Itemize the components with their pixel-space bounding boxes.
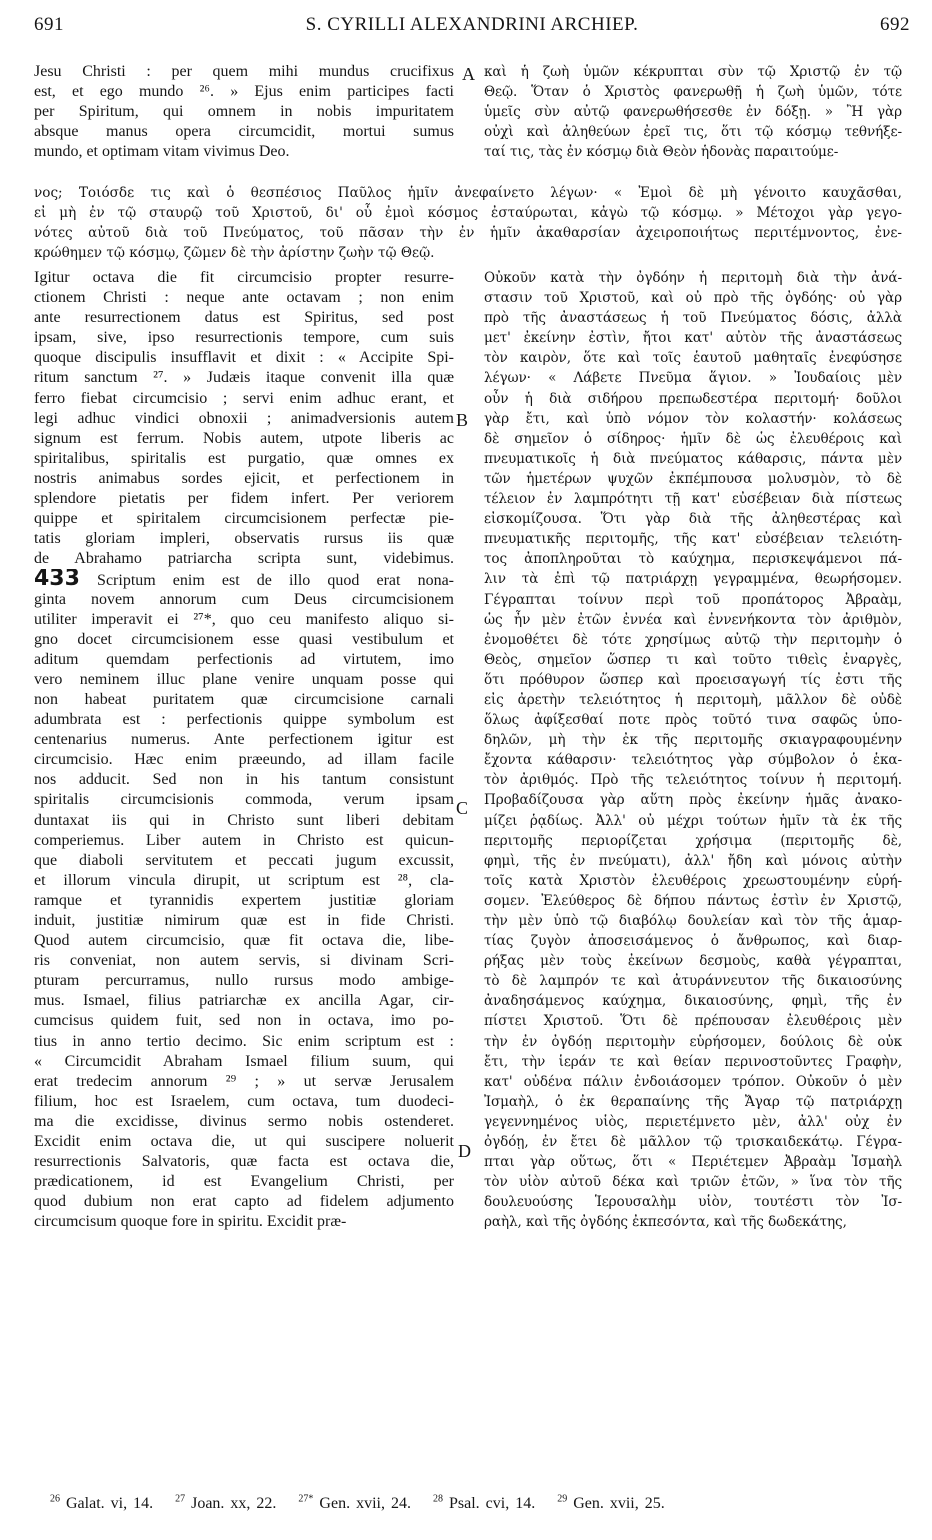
latin-main-line: vero neminem illuc plane venire unquam posse qui	[34, 670, 454, 688]
latin-main-line: pturam percurramus, nullo rursus modo ambige-	[34, 972, 454, 990]
greek-main-line: τὴν ἐν ὀγδόῃ περιτομὴν εὑρήσομεν, δούλοις δὲ οὐκ	[484, 1033, 902, 1050]
latin-main-line: circumcisum quoque fore in spiritu. Excidit præ-	[34, 1213, 347, 1231]
latin-main-line: comperiemus. Liber autem in Christo est quicun-	[34, 831, 454, 849]
latin-main-line: ferro fiebat circumcisio ; servi enim adhuc erant, et	[34, 389, 454, 407]
greek-main-line: ὡς ἦν μὲν ἐτῶν ἐννέα καὶ ἐννενήκοντα τὸν ἀριθμὸν,	[484, 611, 902, 628]
latin-main-line: non habeat puritatem quæ circumcisione carnali	[34, 690, 454, 708]
greek-full-line: νος; Τοιόσδε τις καὶ ὁ θεσπέσιος Παῦλος ἡμῖν ἀνεφαίνετο λέγων· « Ἐμοὶ δὲ μὴ γένοιτο καυχᾶσθαι,	[34, 185, 902, 201]
latin-main-line: quoque discipulis insufflavit et dixit : « Accipite Spi-	[34, 349, 454, 367]
greek-main-line: Θεὸς, σημεῖον ὥσπερ τι καὶ τοῦτο τιθεὶς ἐναργὲς,	[484, 651, 902, 668]
latin-main-line: resurrectionis Salvatoris, quæ facta est octava die,	[34, 1153, 454, 1171]
greek-main-line: λιν τὰ ἐπὶ τῷ πατριάρχῃ γεγραμμένα, θεωρήσομεν.	[484, 571, 902, 588]
latin-main-line: tius in anno tertio decimo. Sic enim scriptum est :	[34, 1032, 454, 1050]
latin-main-line: nos adducit. Sed non in his tantum consistunt	[34, 771, 454, 789]
latin-main-line: induit, justitiæ nimirum quæ est in fide Christi.	[34, 912, 454, 929]
footnote-text: Gen. xvii, 25.	[573, 1495, 665, 1513]
greek-full-line: νότες αὐτοῦ διὰ τοῦ Πνεύματος, τοῦ πᾶσαν τὴν ἐν ἡμῖν ἀκαθαρσίαν ἀχειροποιήτως περιτέμνοντος, ἐνε-	[34, 225, 902, 242]
latin-top-line: Jesu Christi : per quem mihi mundus crucifixus	[34, 63, 454, 80]
greek-main-line: Γέγραπται τοίνυν περὶ τοῦ προπάτορος Ἀβραὰμ,	[484, 591, 902, 608]
footnote	[50, 1495, 153, 1512]
greek-main-line: πίστει Χριστοῦ. Ὅτι δὲ πρέπουσαν ἐλευθέροις μὲν	[484, 1013, 902, 1030]
greek-full-width-passage	[34, 183, 902, 263]
greek-main-line: εἰσκομίζουσα. Ὅτι γὰρ διὰ τῆς ἀληθεστέρας καὶ	[484, 511, 902, 528]
greek-main-line: πται γὰρ οὕτως, ὅτι « Περιέτεμεν Ἀβραὰμ Ἰσμαὴλ	[484, 1154, 902, 1171]
latin-top-line: mundo, et optimam vitam vivimus Deo.	[34, 143, 290, 161]
footnote	[175, 1495, 276, 1512]
latin-main-line: Excidit enim octava die, ut qui suscipere noluerit	[34, 1133, 454, 1151]
latin-main-line: centenarius numerus. Ante perfectionem igitur est	[34, 731, 454, 749]
greek-top-column	[484, 62, 902, 162]
greek-main-line: φημὶ, τῆς ἐν πνεύματι), ἀλλ' ἤδη καὶ μόνοις αὐτὴν	[484, 852, 902, 869]
greek-main-line: Προβαδίζουσα γὰρ αὕτη πρὸς ἐκείνην ἡμᾶς ἀνακο-	[484, 792, 902, 809]
greek-main-line: δουλευούσης Ἱερουσαλὴμ υἱὸν, τουτέστι τὸν Ἰσ-	[484, 1194, 902, 1211]
latin-main-line: splendore pietatis per fidem infert. Per veriorem	[34, 490, 454, 508]
latin-main-line: quippe et spiritalem circumcisionem perfectæ pie-	[34, 510, 454, 528]
footnote-text: Joan. xx, 22.	[191, 1495, 277, 1513]
greek-main-line: πρὸ τῆς ἀναστάσεως ἡ τοῦ Πνεύματος δόσις, ἀλλὰ	[484, 310, 902, 327]
latin-main-line-text: Scriptum enim est de illo quod erat nona-	[97, 572, 454, 590]
latin-main-line: adumbrata est : perfectionis quippe symbolum est	[34, 711, 454, 729]
greek-main-line: τῶν ἡμετέρων ψυχῶν ἐκπέμπουσα μολυσμὸν, τὸ δὲ	[484, 470, 902, 487]
latin-main-line: ante resurrectionem datus est Spiritus, sed post	[34, 309, 454, 327]
greek-top-line: καὶ ἡ ζωὴ ὑμῶν κέκρυπται σὺν τῷ Χριστῷ ἐν τῷ	[484, 64, 902, 80]
greek-top-line: οὐχὶ καὶ ἀληθεύων ἐρεῖ τις, ὅτι τῷ κόσμῳ τεθνήξε-	[484, 124, 902, 141]
greek-top-line: Θεῷ. Ὅταν ὁ Χριστὸς φανερωθῇ ἡ ζωὴ ὑμῶν, τότε	[484, 84, 902, 101]
greek-main-line: κατ' οὐδένα πάλιν ἐνδοιάσομεν τρόπον. Οὐκοῦν ὁ μὲν	[484, 1073, 902, 1090]
footnote-number: 29	[557, 1494, 568, 1505]
greek-main-line: περιτομῆς περιορίζεται χρήσιμα (περιτομῆς δὲ,	[484, 832, 902, 849]
latin-main-line: duntaxat iis qui in Christo sunt liberi debitam	[34, 811, 454, 829]
greek-top-line: ταί τις, τὰς ἐν κόσμῳ διὰ Θεὸν ἡδονὰς παραιτούμε-	[484, 144, 839, 161]
greek-main-line: δηλῶν, μὴ τὴν ἐκ τῆς περιτομῆς σκιαγραφουμένην	[484, 732, 902, 749]
latin-main-line: que diaboli servitutem et peccati jugum excussit,	[34, 851, 454, 869]
latin-main-line: circumcisio. Hæc enim præeundo, ad illam facile	[34, 751, 454, 769]
footnote	[557, 1495, 665, 1512]
greek-main-line: σομεν. Ἐλεύθερος δὲ δήπου πάντως ἐστὶν ἐν Χριστῷ,	[484, 892, 902, 909]
right-page-number: 692	[880, 14, 910, 35]
footnote-number: 28	[432, 1494, 443, 1505]
latin-top-line: absque manus opera circumcidit, mortui sumus	[34, 123, 454, 141]
greek-main-line: οὖν ἡ διὰ σιδήρου πρεπωδεστέρα περιτομή· δοῦλοι	[484, 390, 902, 407]
greek-main-line: ὅτι πρόθυρον ὥσπερ καὶ προεισαγωγή τίς ἐστι τῆς	[484, 671, 902, 688]
greek-main-line: στασιν τοῦ Χριστοῦ, καὶ οὐ πρὸ τῆς ὀγδόης· οὐ γὰρ	[484, 290, 902, 307]
footnote-text: Gen. xvii, 24.	[319, 1495, 411, 1513]
latin-main-line: signum est ferrum. Nobis autem, utpote liberis ac	[34, 429, 454, 447]
greek-main-column	[484, 268, 902, 1233]
greek-main-line: εἰς ἀρετὴν τελειότητος ἡ περιτομὴ, μᾶλλον δὲ οὐδὲ	[484, 691, 902, 708]
greek-main-line: τίας ζυγὸν ἀποσεισάμενος ὁ ἄνθρωπος, καὶ διαρ-	[484, 933, 902, 950]
greek-main-line: ἔχοντα κάθαρσιν· τελειότητος γὰρ σύμβολον ὁ ἑκα-	[484, 752, 902, 769]
greek-main-line: ρήξας μὲν τοὺς ἐκείνων δεσμοὺς, καθὰ γέγραπται,	[484, 953, 902, 970]
greek-main-line: Ἰσμαὴλ, ὁ ἐκ θεραπαίνης τῆς Ἄγαρ τῷ πατριάρχῃ	[484, 1093, 902, 1110]
latin-top-column	[34, 62, 454, 162]
latin-main-line: et illorum vincula dirupit, ut scriptum est ²⁸, cla-	[34, 871, 454, 889]
marker-b: B	[456, 410, 469, 430]
latin-main-line: ris conveniat, non autem servis, si divinam Scri-	[34, 952, 454, 970]
latin-main-line: legi adhuc vindici obnoxii ; animadversionis autem	[34, 409, 454, 427]
footnote-number: 27	[175, 1494, 186, 1505]
latin-main-line: ma die excidisse, divinus sermo nobis ostenderet.	[34, 1112, 454, 1130]
footnote	[298, 1495, 411, 1512]
latin-main-line: de Abrahamo patriarcha scripta sunt, videbimus.	[34, 550, 454, 568]
latin-main-line: utiliter imperavit ei ²⁷*, quo ceu manifesto aliquo si-	[34, 610, 454, 628]
latin-main-line: ginta novem annorum cum Deus circumcisionem	[34, 590, 454, 608]
footnote-text: Psal. cvi, 14.	[448, 1495, 536, 1513]
greek-main-line: μετ' ἐκείνην ἐστὶν, ἤτοι κατ' αὐτὸν τῆς ἀναστάσεως	[484, 330, 902, 347]
greek-main-line: Οὐκοῦν κατὰ τὴν ὀγδόην ἡ περιτομὴ διὰ τὴν ἀνά-	[484, 270, 902, 286]
marker-c: C	[456, 798, 469, 818]
latin-main-column	[34, 268, 454, 1233]
running-title: S. CYRILLI ALEXANDRINI ARCHIEP.	[305, 14, 639, 35]
greek-top-line: ὑμεῖς σὺν αὐτῷ φανερωθήσεσθε ἐν δόξῃ. » Ἢ γὰρ	[484, 104, 902, 121]
greek-main-line: ἐνομοθέτει δὲ τότε χρησίμως αὐτῷ τὴν περιτομὴν ὁ	[484, 631, 902, 648]
latin-main-line: spiritalis circumcisionis commoda, verum ipsam	[34, 791, 454, 809]
page-header	[34, 6, 910, 36]
latin-main-line: ritum sanctum ²⁷. » Judæis itaque convenit illa quæ	[34, 369, 454, 387]
greek-main-line: τοῖς κατὰ Χριστὸν ἐλευθέροις χρεωστουμένην εὑρή-	[484, 872, 902, 889]
latin-main-line: ctionem Christi : neque ante octavam ; non enim	[34, 289, 454, 307]
latin-main-line: mus. Ismael, filius patriarchæ ex ancilla Agar, cir-	[34, 992, 454, 1010]
greek-main-line: τος ἀποπληροῦται τὸ καύχημα, περισκεψάμενοι πά-	[484, 551, 902, 568]
latin-main-line: erat tredecim annorum ²⁹ ; » ut servæ Jerusalem	[34, 1072, 454, 1090]
latin-main-line: Quod autem circumcisio, quæ fit octava die, libe-	[34, 932, 454, 950]
column-number: 433	[34, 569, 80, 590]
footnotes	[50, 1494, 904, 1513]
greek-main-line: τὸ δὲ λαμπρόν τε καὶ ἀτυράννευτον τῆς δικαιοσύνης	[484, 973, 902, 990]
greek-main-line: γεγεννημένος υἱὸς, περιετέμνετο μὲν, ἀλλ' οὐχ ἐν	[484, 1113, 902, 1130]
greek-main-line: πνευματικοῖς ἡ διὰ πνεύματος κάθαρσις, πάντα μὲν	[484, 450, 902, 467]
greek-main-line: λέγων· « Λάβετε Πνεῦμα ἅγιον. » Ἰουδαίοις μὲν	[484, 370, 902, 387]
latin-main-line: gno docet circumcisionem esse quasi vestibulum et	[34, 630, 454, 648]
latin-main-line: ramque et tyrannidis expertem justitiæ gloriam	[34, 891, 454, 909]
latin-main-line: cumcisus quidem fuit, sed non in octava, imo po-	[34, 1012, 454, 1030]
latin-top-line: est, et ego mundo ²⁶. » Ejus enim participes facti	[34, 83, 454, 101]
latin-main-line: tatis gloriam impleri, observatis rursus iis quæ	[34, 530, 454, 548]
latin-main-line: spiritalibus, spiritalis est purgatio, quæ omnes ex	[34, 449, 454, 467]
latin-main-line: « Circumcidit Abraham Ismael filium suum, qui	[34, 1052, 454, 1070]
greek-main-line: γὰρ ἔτι, καὶ ὑπὸ νόμον τὸν κολαστήν· κολάσεως	[484, 410, 902, 427]
latin-main-line: filium, hoc est Israelem, cum octava, tum duodeci-	[34, 1092, 454, 1110]
greek-main-line: τὸν καιρὸν, ὅτε καὶ τοῖς ἑαυτοῦ μαθηταῖς ἐνεφύσησε	[484, 350, 902, 367]
latin-main-line: prædicationem, id est Evangelium Christi, per	[34, 1173, 454, 1191]
latin-main-line: quod dubium non erat capto ad fidelem adjumento	[34, 1193, 454, 1211]
greek-main-line: πνευματικῆς περιτομῆς, τῆς κατ' εὐσέβειαν τελειότη-	[484, 531, 902, 548]
latin-main-line: nostris animabus sordes ejicit, et perfectionem in	[34, 469, 454, 487]
footnote	[433, 1495, 535, 1512]
footnote-number: 26	[50, 1494, 60, 1505]
marker-a: A	[462, 64, 475, 84]
greek-main-line: ἀναδησάμενος καύχημα, δικαιοσύνης, φημὶ, τῆς ἐν	[484, 993, 902, 1010]
latin-main-line	[34, 569, 454, 589]
footnote-number: 27*	[298, 1494, 314, 1505]
latin-main-line: ipsam, sive, ipso resurrectionis tempore, cum suis	[34, 329, 454, 347]
greek-main-line: ὅλως ἀφίξεσθαί ποτε πρὸς τοῦτό τινα σαφῶς ὑπο-	[484, 712, 902, 729]
latin-main-line: aditum quemdam perfectionis ad virtutem, imo	[34, 650, 454, 668]
latin-main-line: Igitur octava die fit circumcisio propter resurre-	[34, 269, 454, 286]
greek-main-line: ραὴλ, καὶ τῆς ὀγδόης ἐκπεσόντα, καὶ τῆς δωδεκάτης,	[484, 1214, 847, 1231]
greek-main-line: δὲ σημεῖον ὁ σίδηρος· ἡμῖν δὲ ὡς ἐλευθέροις καὶ	[484, 430, 902, 447]
latin-top-line: per Spiritum, qui omnem in nobis impuritatem	[34, 103, 454, 121]
greek-main-line: ἔτι, τὴν ἱεράν τε καὶ θείαν περινοστοῦντες Γραφὴν,	[484, 1053, 902, 1070]
greek-main-line: τὸν υἱὸν αὐτοῦ δέκα καὶ τριῶν ἐτῶν, » ἵνα τὸν τῆς	[484, 1174, 902, 1191]
greek-full-line: εἰ μὴ ἐν τῷ σταυρῷ τοῦ Χριστοῦ, δι' οὗ ἐμοὶ κόσμος ἐσταύρωται, κἀγὼ τῷ κόσμῳ. » Μέτοχοι γὰρ γεγο-	[34, 205, 902, 222]
footnote-text: Galat. vi, 14.	[66, 1495, 154, 1513]
greek-main-line: τέλειον ἐν λαμπρότητι τῇ κατ' εὐσέβειαν διὰ πίστεως	[484, 491, 902, 508]
greek-main-line: τὸν ἀριθμός. Πρὸ τῆς τελειότητος τοίνυν ἡ περιτομή.	[484, 772, 902, 789]
marker-d: D	[458, 1141, 471, 1161]
greek-full-line: κρώθημεν τῷ κόσμῳ, ζῶμεν δὲ τὴν ἀρίστην ζωὴν τῷ Θεῷ.	[34, 245, 435, 262]
greek-main-line: ὀγδόῃ, ἐν ἔτει δὲ μᾶλλον τῷ τρισκαιδεκάτῳ. Γέγρα-	[484, 1134, 902, 1151]
left-page-number: 691	[34, 14, 64, 35]
greek-main-line: τὴν μὲν ὑπὸ τῷ διαβόλῳ δουλείαν καὶ τὸν τῆς ἁμαρ-	[484, 913, 902, 929]
greek-main-line: μίζει ῥᾳδίως. Ἀλλ' οὐ μέχρι τούτων ἡμῖν τὰ ἐκ τῆς	[484, 812, 902, 829]
